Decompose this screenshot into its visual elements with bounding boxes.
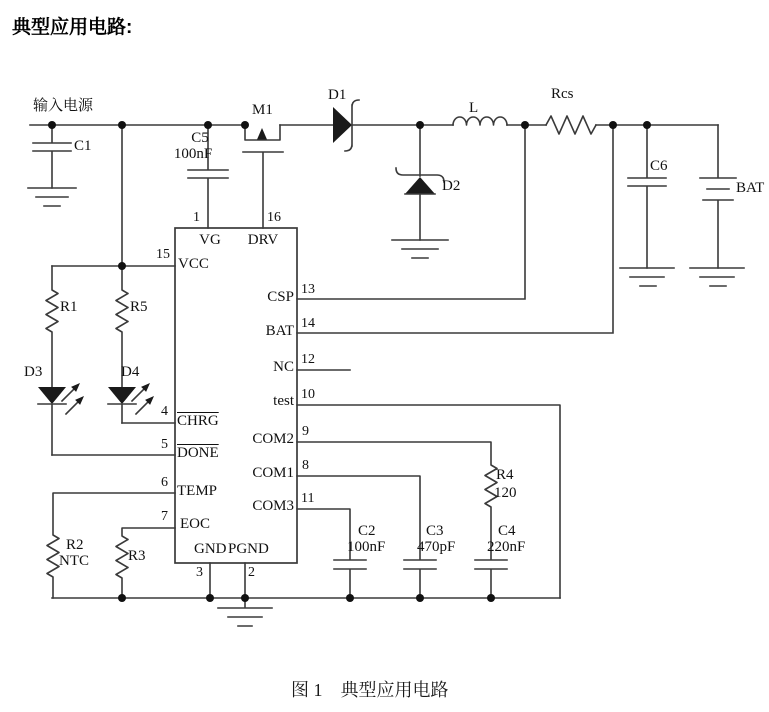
pin-label-vg: VG (199, 232, 221, 248)
label-l: L (469, 100, 479, 116)
input-power-label: 输入电源 (33, 98, 94, 114)
pin-num-12: 12 (301, 352, 315, 367)
pin-num-8: 8 (302, 458, 309, 473)
label-r3: R3 (128, 548, 146, 564)
label-c6: C6 (650, 158, 668, 174)
pin-num-11: 11 (301, 491, 315, 506)
pin-label-pgnd: PGND (228, 541, 269, 557)
mosfet-arrow (257, 128, 267, 140)
pin-num-6: 6 (161, 475, 168, 490)
vcc-wire (52, 125, 175, 266)
label-r1: R1 (60, 299, 78, 315)
pin-num-5: 5 (161, 437, 168, 452)
label-c3: C3 (426, 523, 444, 539)
pin-label-temp: TEMP (177, 483, 218, 499)
com2-r4-c4-branch (297, 442, 507, 598)
bat-pin-wire (297, 125, 613, 333)
csp-wire (297, 125, 525, 299)
resistor-r1 (46, 266, 58, 387)
ground-symbol (392, 240, 448, 258)
label-c1: C1 (74, 138, 92, 154)
pin-num-1: 1 (193, 210, 200, 225)
label-c5: C5 (191, 130, 209, 146)
pin-num-9: 9 (302, 424, 309, 439)
battery-bat (690, 125, 744, 286)
pin-label-vcc: VCC (178, 256, 209, 272)
pin-label-chrg: CHRG (177, 413, 219, 429)
label-d4: D4 (121, 364, 140, 380)
ground-rail (52, 563, 560, 626)
ground-symbol (690, 268, 744, 286)
pin-num-2: 2 (248, 565, 255, 580)
ground-symbol (620, 268, 674, 286)
label-r4-value: 120 (494, 485, 517, 501)
pin-label-eoc: EOC (180, 516, 210, 532)
pin-num-14: 14 (301, 316, 315, 331)
label-r4: R4 (496, 467, 514, 483)
capacitor-c1 (28, 125, 76, 206)
resistor-rcs (546, 116, 596, 134)
pin-label-done: DONE (177, 445, 219, 461)
pin-num-7: 7 (161, 509, 168, 524)
label-d2: D2 (442, 178, 461, 194)
label-c2: C2 (358, 523, 376, 539)
pin-num-15: 15 (156, 247, 170, 262)
label-rcs: Rcs (551, 86, 574, 102)
pin-label-test: test (273, 393, 294, 409)
ground-symbol (28, 188, 76, 206)
label-c3-value: 470pF (417, 539, 456, 555)
label-r2-value: NTC (59, 553, 89, 569)
pin-label-csp: CSP (267, 289, 294, 305)
pin-label-com3: COM3 (252, 498, 294, 514)
pin-label-gnd: GND (194, 541, 227, 557)
label-c4: C4 (498, 523, 516, 539)
pin-label-nc: NC (273, 359, 294, 375)
label-m1: M1 (252, 102, 273, 118)
inductor-l (453, 117, 507, 125)
ground-symbol (218, 598, 272, 626)
pin-num-13: 13 (301, 282, 315, 297)
pin-num-4: 4 (161, 404, 168, 419)
pin-label-drv: DRV (247, 232, 279, 248)
label-c2-value: 100nF (347, 539, 386, 555)
pin-num-16: 16 (267, 210, 281, 225)
diode-d2 (392, 125, 448, 258)
label-r5: R5 (130, 299, 148, 315)
pin-num-3: 3 (196, 565, 203, 580)
label-r2: R2 (66, 537, 84, 553)
led-d3 (38, 383, 84, 455)
label-d1: D1 (328, 87, 347, 103)
label-c5-value: 100nF (173, 146, 213, 162)
capacitor-c6 (620, 125, 674, 286)
label-bat: BAT (736, 180, 765, 196)
page-title: 典型应用电路: (12, 17, 133, 38)
pin-label-bat: BAT (265, 323, 294, 339)
figure-caption: 图 1 典型应用电路 (291, 680, 449, 700)
label-c4-value: 220nF (487, 539, 526, 555)
pin-label-com2: COM2 (252, 431, 294, 447)
label-d3: D3 (24, 364, 43, 380)
pin-label-com1: COM1 (252, 465, 294, 481)
pin-num-10: 10 (301, 387, 315, 402)
